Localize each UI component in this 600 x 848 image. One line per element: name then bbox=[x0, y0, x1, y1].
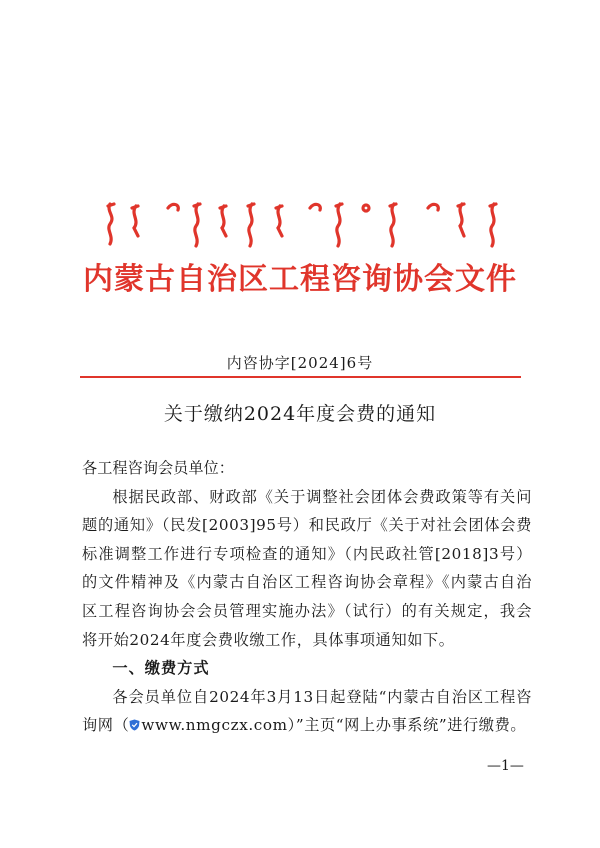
notice-title: 关于缴纳2024年度会费的通知 bbox=[163, 403, 437, 425]
mongolian-script-header bbox=[98, 196, 513, 254]
red-divider bbox=[80, 376, 521, 378]
payment-text-before-link: 各会员单位自2024年3月13日起登陆“内蒙古自治区工程咨询网（ bbox=[82, 687, 532, 735]
page-number: —1— bbox=[487, 758, 524, 774]
notice-body bbox=[82, 454, 532, 740]
payment-text-after-link: ）”主页“网上办事系统”进行缴费。 bbox=[287, 716, 527, 735]
doc-number: 内咨协字[2024]6号 bbox=[226, 354, 374, 372]
website-link[interactable]: www.nmgczx.com bbox=[141, 716, 288, 735]
paragraph-policy-basis: 根据民政部、财政部《关于调整社会团体会费政策等有关问题的通知》（民发[2003]95号）和民政厅《关于对社会团体会费标准调整工作进行专项检查的通知》（内民政社管[2018]3号）的文件精神及《内蒙古自治区工程咨询协会章程》《内蒙古自治区工程咨询协会会员管理实施办法》（试行）的有关规定，我会将开始2024年度会费收缴工作，具体事项通知如下。 bbox=[82, 487, 532, 649]
section-heading-payment-method: 一、缴费方式 bbox=[112, 659, 210, 678]
paragraph-payment-instructions bbox=[82, 683, 532, 740]
shield-icon bbox=[129, 719, 140, 731]
mongolian-script-org-name-image bbox=[98, 196, 513, 254]
salutation: 各工程咨询会员单位： bbox=[82, 459, 234, 477]
org-file-title: 内蒙古自治区工程咨询协会文件 bbox=[83, 262, 517, 297]
